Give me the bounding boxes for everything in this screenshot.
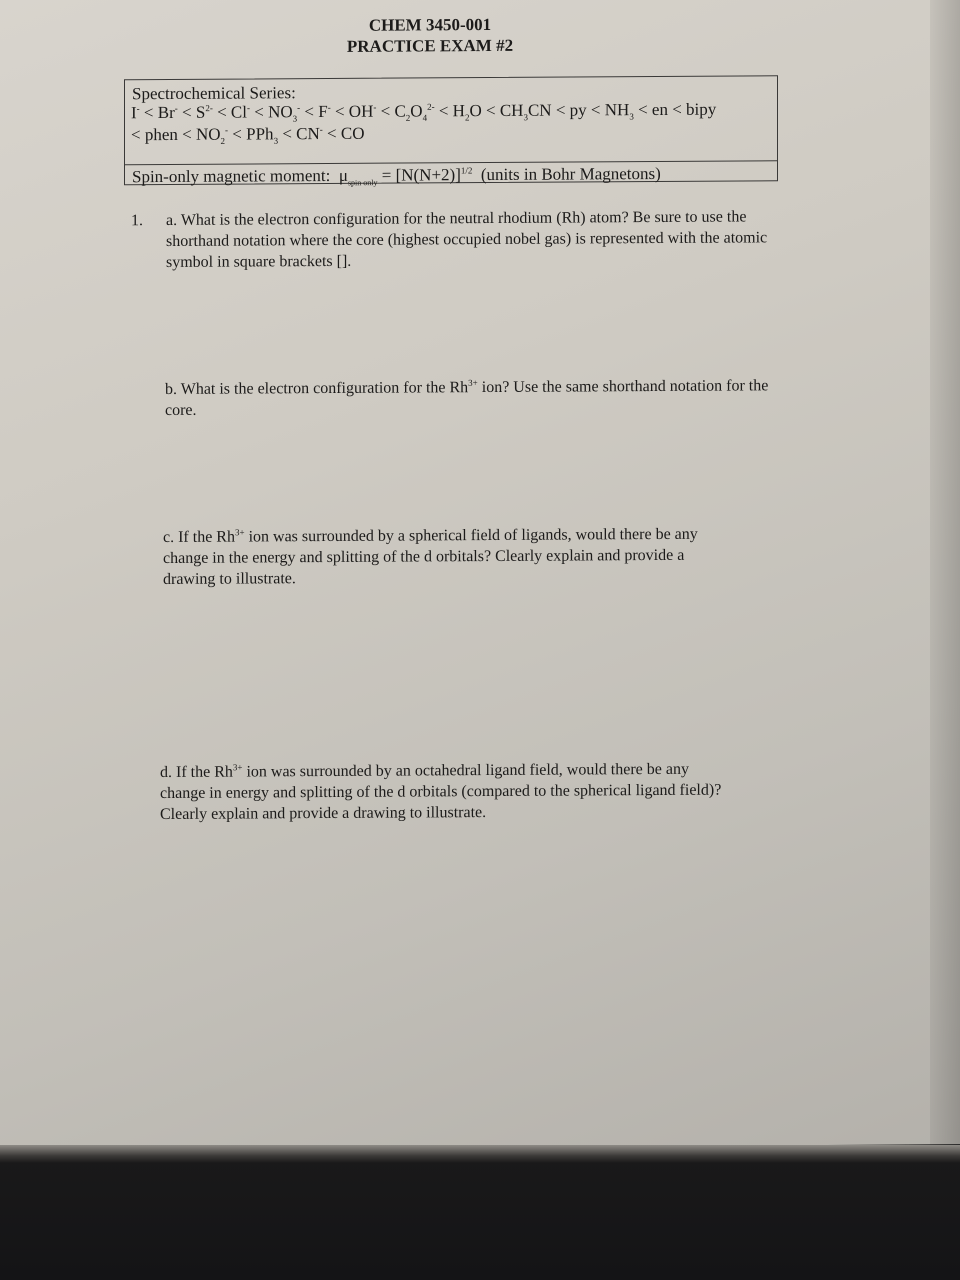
part-a-line-2: shorthand notation where the core (highest occupied nobel gas) is represented with the atomic <box>166 229 768 250</box>
part-a-line-3: symbol in square brackets []. <box>166 252 352 271</box>
course-title: CHEM 3450-001 <box>368 14 492 35</box>
question-number: 1. <box>131 212 143 230</box>
part-d-line-3: Clearly explain and provide a drawing to illustrate. <box>160 804 487 824</box>
moment-units: (units in Bohr Magnetons) <box>480 163 661 185</box>
exam-title: PRACTICE EXAM #2 <box>346 35 514 56</box>
part-b-line-1: b. What is the electron configuration for the $Rh^{3+}$ ion? Use the same shorthand notation for the <box>165 377 769 398</box>
series-label: Spectrochemical Series: <box>132 83 296 104</box>
part-d-line-1: d. If the $Rh^{3+}$ ion was surrounded by an octahedral ligand field, would there be any <box>160 760 689 782</box>
part-c-line-1: c. If the $Rh^{3+}$ ion was surrounded by a spherical field of ligands, would there be any <box>163 525 698 547</box>
moment-exponent: 1/2 <box>460 165 473 176</box>
part-c-line-2: change in the energy and splitting of the d orbitals? Clearly explain and provide a <box>163 546 685 568</box>
part-b-line-2: core. <box>165 401 197 419</box>
mu-symbol: $\mu_{spin only}$ <box>338 165 378 188</box>
series-line-2: < phen < $NO_2^- < PPh_3 < CN^-$ < CO <box>131 123 365 147</box>
part-c-line-3: drawing to illustrate. <box>163 570 296 589</box>
moment-formula: = [N(N+2)] <box>381 165 461 185</box>
paper-bottom-edge <box>0 1145 960 1163</box>
series-line-1: $I^- < Br^- < S^{2-} < Cl^- < NO_3^- < F^- < OH^- < C_2O_4^{2-} < H_2O < CH_3CN$ < py < $NH_3$ < en < bipy <box>131 99 717 124</box>
part-a-line-1: a. What is the electron configuration for the neutral rhodium (Rh) atom? Be sure to use the <box>166 208 747 229</box>
magnetic-moment-line <box>132 163 661 188</box>
moment-label: Spin-only magnetic moment: <box>132 165 331 187</box>
part-d-line-2: change in energy and splitting of the d orbitals (compared to the spherical ligand field)? <box>160 781 722 803</box>
paper-edge-shadow <box>930 0 960 1144</box>
